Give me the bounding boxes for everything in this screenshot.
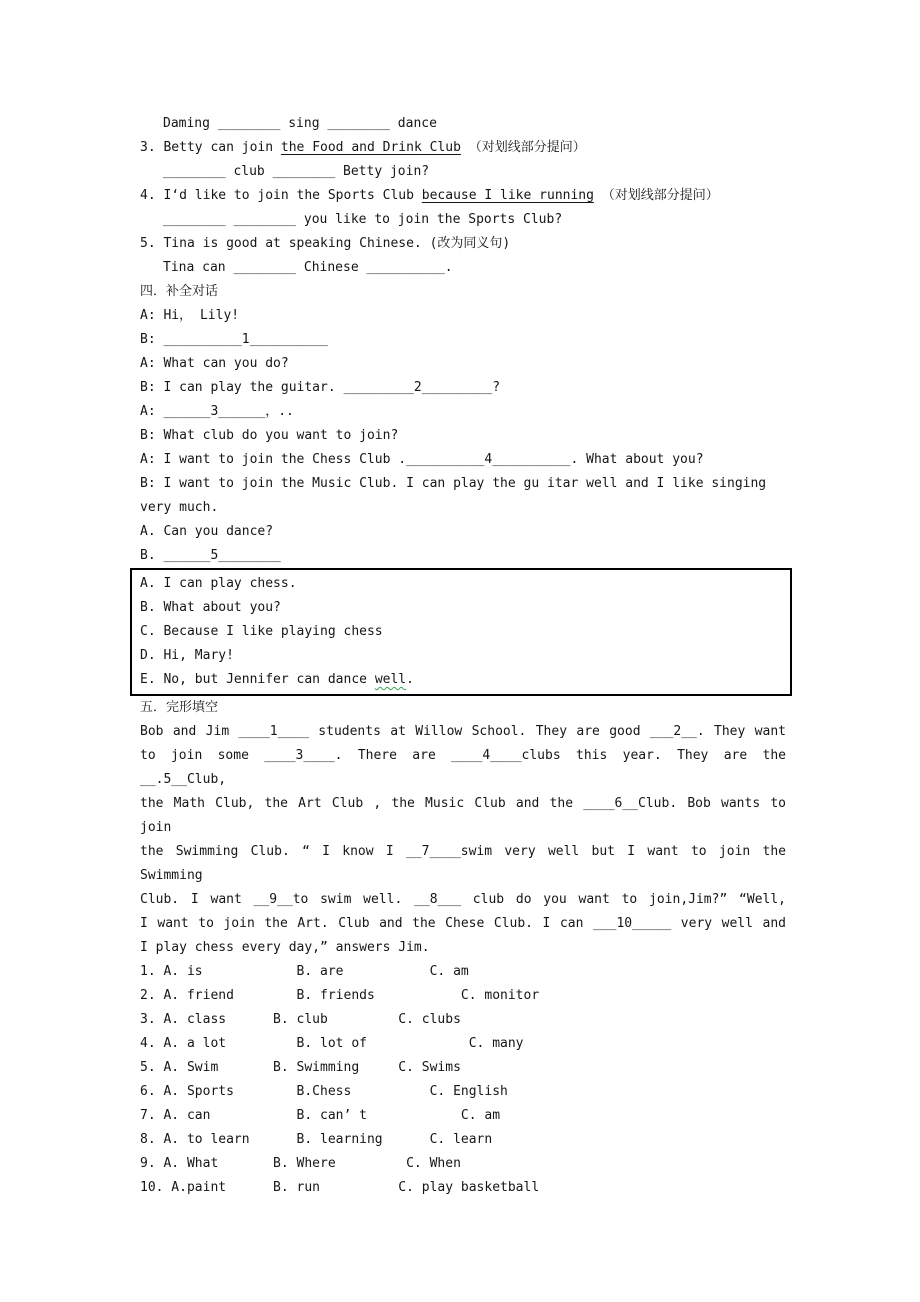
question-4 <box>140 184 790 208</box>
cloze-paragraph-line <box>140 792 786 840</box>
text-segment: B. What about you? <box>140 600 281 615</box>
text-segment: the Swimming Club. “ I know I __7____swim very well but I want to join the Swimming <box>140 844 786 883</box>
choice-row-3 <box>140 1008 790 1032</box>
text-segment: A: I want to join the Chess Club .__________4__________. What about you? <box>140 452 704 467</box>
choice-row-1 <box>140 960 790 984</box>
text-segment: I want to join the Art. Club and the Chese Club. I can ___10_____ very well and <box>140 916 786 931</box>
dialogue-line <box>140 376 790 400</box>
dialogue-line <box>140 304 790 328</box>
text-segment: （对划线部分提问） <box>460 140 586 155</box>
text-segment: C. Because I like playing chess <box>140 624 383 639</box>
text-segment: Daming ________ sing ________ dance <box>163 116 437 131</box>
section-5-heading <box>140 696 790 720</box>
spellcheck-marked-text: well <box>374 672 407 687</box>
choice-row-7 <box>140 1104 790 1128</box>
text-segment: A. I can play chess. <box>140 576 297 591</box>
choice-row-5 <box>140 1056 790 1080</box>
text-segment: 8. A. to learn B. learning C. learn <box>140 1132 493 1147</box>
choice-row-10 <box>140 1176 790 1200</box>
dialogue-line <box>140 544 790 568</box>
text-segment: A. Can you dance? <box>140 524 274 539</box>
text-segment: 1. A. is B. are C. am <box>140 964 469 979</box>
text-segment: A: What can you do? <box>140 356 289 371</box>
text-segment: very much. <box>140 500 219 515</box>
text-segment: 10. A.paint B. run C. play basketball <box>140 1180 540 1195</box>
text-segment: 7. A. can B. can’ t C. am <box>140 1108 501 1123</box>
text-segment: 5. A. Swim B. Swimming C. Swims <box>140 1060 461 1075</box>
cloze-paragraph-line <box>140 744 786 792</box>
text-segment: . <box>406 672 414 687</box>
dialogue-line <box>140 400 790 424</box>
option-c <box>140 620 784 644</box>
text-segment: 5. Tina is good at speaking Chinese. (改为同义句) <box>140 236 511 251</box>
cloze-paragraph-line <box>140 720 786 744</box>
dialogue-line <box>140 352 790 376</box>
text-segment: I play chess every day,” answers Jim. <box>140 940 430 955</box>
text-segment: 四．补全对话 <box>140 284 219 299</box>
text-segment: 3. A. class B. club C. clubs <box>140 1012 461 1027</box>
text-segment: B: What club do you want to join? <box>140 428 399 443</box>
text-segment: Tina can ________ Chinese __________. <box>163 260 453 275</box>
text-segment: D. Hi, Mary! <box>140 648 234 663</box>
underlined-phrase: because I like running <box>421 188 594 203</box>
text-segment: 6. A. Sports B.Chess C. English <box>140 1084 508 1099</box>
document-body <box>140 112 790 1200</box>
text-segment: 4. A. a lot B. lot of C. many <box>140 1036 524 1051</box>
text-segment: A: Hi， Lily! <box>140 308 240 323</box>
text-segment: （对划线部分提问） <box>593 188 719 203</box>
choice-row-2 <box>140 984 790 1008</box>
choice-row-8 <box>140 1128 790 1152</box>
sentence-transformation-exercises <box>140 112 790 280</box>
dialogue-line <box>140 448 790 472</box>
question-3 <box>140 136 790 160</box>
dialogue-line <box>140 496 790 520</box>
cloze-paragraph-line <box>140 936 790 960</box>
text-segment: B: I want to join the Music Club. I can play the gu itar well and I like singing <box>140 476 767 491</box>
dialogue-line <box>140 328 790 352</box>
text-segment: B: I can play the guitar. _________2_________? <box>140 380 501 395</box>
item-2-answer-line <box>140 112 790 136</box>
text-segment: the Math Club, the Art Club , the Music Club and the ____6__Club. Bob wants to join <box>140 796 786 835</box>
text-segment: to join some ____3____. There are ____4____clubs this year. They are the __.5__Club, <box>140 748 786 787</box>
dialogue-line <box>140 520 790 544</box>
text-segment: 2. A. friend B. friends C. monitor <box>140 988 540 1003</box>
text-segment: B: __________1__________ <box>140 332 328 347</box>
text-segment: 3. Betty can join <box>140 140 281 155</box>
cloze-paragraph-line <box>140 840 786 888</box>
text-segment: Bob and Jim ____1____ students at Willow School. They are good ___2__. They want <box>140 724 786 739</box>
text-segment: 五．完形填空 <box>140 700 219 715</box>
option-a <box>140 572 784 596</box>
question-5-answer-line <box>140 256 790 280</box>
dialogue-line <box>140 472 790 496</box>
option-e <box>140 668 784 692</box>
text-segment: ________ ________ you like to join the Sports Club? <box>163 212 563 227</box>
underlined-phrase: the Food and Drink Club <box>280 140 461 155</box>
cloze-paragraph-line <box>140 888 786 912</box>
cloze-choices <box>140 960 790 1200</box>
text-segment: 9. A. What B. Where C. When <box>140 1156 461 1171</box>
text-segment: Club. I want __9__to swim well. __8___ club do you want to join,Jim?” “Well, <box>140 892 786 907</box>
dialogue-answer-options-box <box>130 568 792 696</box>
choice-row-6 <box>140 1080 790 1104</box>
text-segment: ________ club ________ Betty join? <box>163 164 430 179</box>
text-segment: B. ______5________ <box>140 548 281 563</box>
question-5 <box>140 232 790 256</box>
text-segment: A: ______3______，.. <box>140 404 294 419</box>
option-d <box>140 644 784 668</box>
text-segment: 4. I‘d like to join the Sports Club <box>140 188 422 203</box>
choice-row-9 <box>140 1152 790 1176</box>
question-3-answer-line <box>140 160 790 184</box>
option-b <box>140 596 784 620</box>
dialogue-completion-section <box>140 280 790 568</box>
section-4-heading <box>140 280 790 304</box>
choice-row-4 <box>140 1032 790 1056</box>
question-4-answer-line <box>140 208 790 232</box>
text-segment: E. No, but Jennifer can dance <box>140 672 375 687</box>
dialogue-line <box>140 424 790 448</box>
cloze-passage-section <box>140 696 790 960</box>
cloze-paragraph-line <box>140 912 786 936</box>
